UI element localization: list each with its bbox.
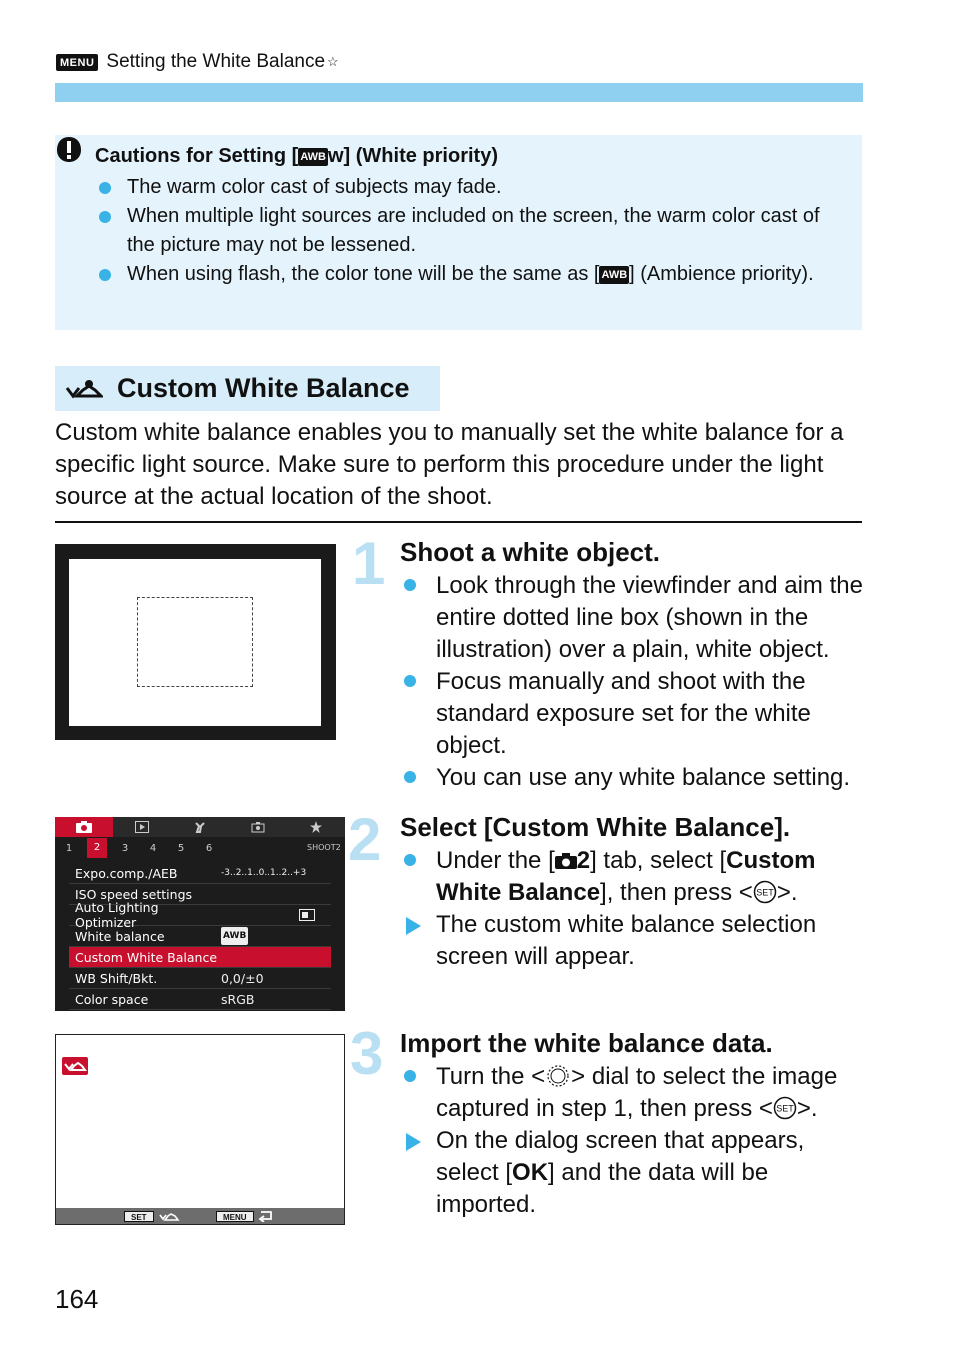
awb-icon: AWB	[599, 266, 629, 284]
custom-icon	[251, 821, 265, 833]
menu-row: Expo.comp./AEB -3..2..1..0..1..2..+3	[69, 863, 331, 884]
star-icon	[310, 821, 322, 833]
menu-row: Auto Lighting Optimizer	[69, 905, 331, 926]
menu-row: ISO speed settings	[69, 884, 331, 905]
step-number: 3	[350, 1020, 384, 1087]
intro-text: Custom white balance enables you to manually set the white balance for a specific light source. Make sure to perform this procedure under the light source at the actual location of the shoot.	[55, 419, 844, 510]
step-1	[400, 536, 865, 794]
dotted-line-box	[137, 597, 253, 687]
header-title: Setting the White Balance	[106, 51, 326, 72]
return-icon	[257, 1210, 275, 1222]
menu-badge: MENU	[56, 54, 98, 71]
menu-row: White balance AWB	[69, 926, 331, 947]
step-2	[400, 811, 862, 973]
set-button-icon	[753, 880, 777, 904]
tab-custom	[229, 817, 287, 837]
subtab-row: 1 2 3 4 5 6 SHOOT2	[55, 838, 345, 858]
list-item: The custom white balance selection screen will appear.	[404, 909, 862, 973]
button-bar	[56, 1208, 344, 1224]
import-screen	[55, 1034, 345, 1225]
page-header	[56, 50, 339, 74]
tab-setup	[171, 817, 229, 837]
caution-list	[99, 173, 839, 289]
caution-box	[55, 135, 862, 330]
svg-text:SET: SET	[756, 887, 774, 898]
step-3	[400, 1027, 862, 1221]
list-item: Focus manually and shoot with the standard exposure set for the white object.	[404, 666, 865, 762]
menu-row-selected: Custom White Balance	[69, 947, 331, 968]
menu-row: WB Shift/Bkt. 0,0/±0	[69, 968, 331, 989]
list-item: Turn the < > dial to select the image captured in step 1, then press < SET >.	[404, 1061, 862, 1125]
step-number: 2	[348, 806, 382, 873]
menu-row: Color space sRGB	[69, 989, 331, 1010]
main-dial-icon	[545, 1063, 571, 1089]
step-title: Select [Custom White Balance].	[400, 812, 791, 842]
divider	[55, 521, 862, 523]
step-number: 1	[352, 530, 386, 597]
svg-text:SET: SET	[776, 1103, 794, 1114]
list-item: You can use any white balance setting.	[404, 762, 865, 794]
header-bar	[55, 83, 863, 102]
list-item: When using flash, the color tone will be the same as [ AWB ] (Ambience priority).	[99, 260, 839, 289]
tab-mymenu	[287, 817, 345, 837]
custom-white-balance-icon	[65, 378, 103, 400]
list-item: On the dialog screen that appears, select [OK] and the data will be imported.	[404, 1125, 862, 1221]
custom-white-balance-icon	[158, 1210, 180, 1222]
menu-screen	[55, 817, 345, 1011]
list-item: Under the [ 2] tab, select [Custom White Balance], then press < SET >.	[404, 845, 862, 909]
star-icon: ☆	[327, 54, 339, 69]
list-item: The warm color cast of subjects may fade.	[99, 173, 839, 202]
caution-title: Cautions for Setting [ AWB w] (White priority)	[95, 145, 498, 167]
list-item: Look through the viewfinder and aim the entire dotted line box (shown in the illustration) over a plain, white object.	[404, 570, 865, 666]
list-item: When multiple light sources are included on the screen, the warm color cast of the picture may not be lessened.	[99, 202, 839, 260]
tab-shooting	[55, 817, 113, 837]
step-title: Import the white balance data.	[400, 1028, 773, 1058]
subtab-name: SHOOT2	[307, 843, 341, 852]
page-number: 164	[55, 1284, 99, 1314]
camera-icon	[555, 853, 577, 869]
menu-button-label: MENU	[216, 1211, 254, 1222]
viewfinder-illustration	[55, 544, 336, 740]
playback-icon	[135, 821, 149, 833]
set-button-icon	[773, 1096, 797, 1120]
custom-white-balance-icon	[62, 1057, 88, 1075]
camera-icon	[76, 821, 92, 833]
caution-icon	[55, 135, 83, 163]
auto-lighting-icon	[299, 909, 315, 921]
set-button-label: SET	[124, 1211, 154, 1222]
wrench-icon	[194, 821, 206, 833]
tab-playback	[113, 817, 171, 837]
section-title: Custom White Balance	[55, 366, 440, 411]
awb-icon: AWB	[298, 148, 328, 166]
step-title: Shoot a white object.	[400, 537, 661, 567]
